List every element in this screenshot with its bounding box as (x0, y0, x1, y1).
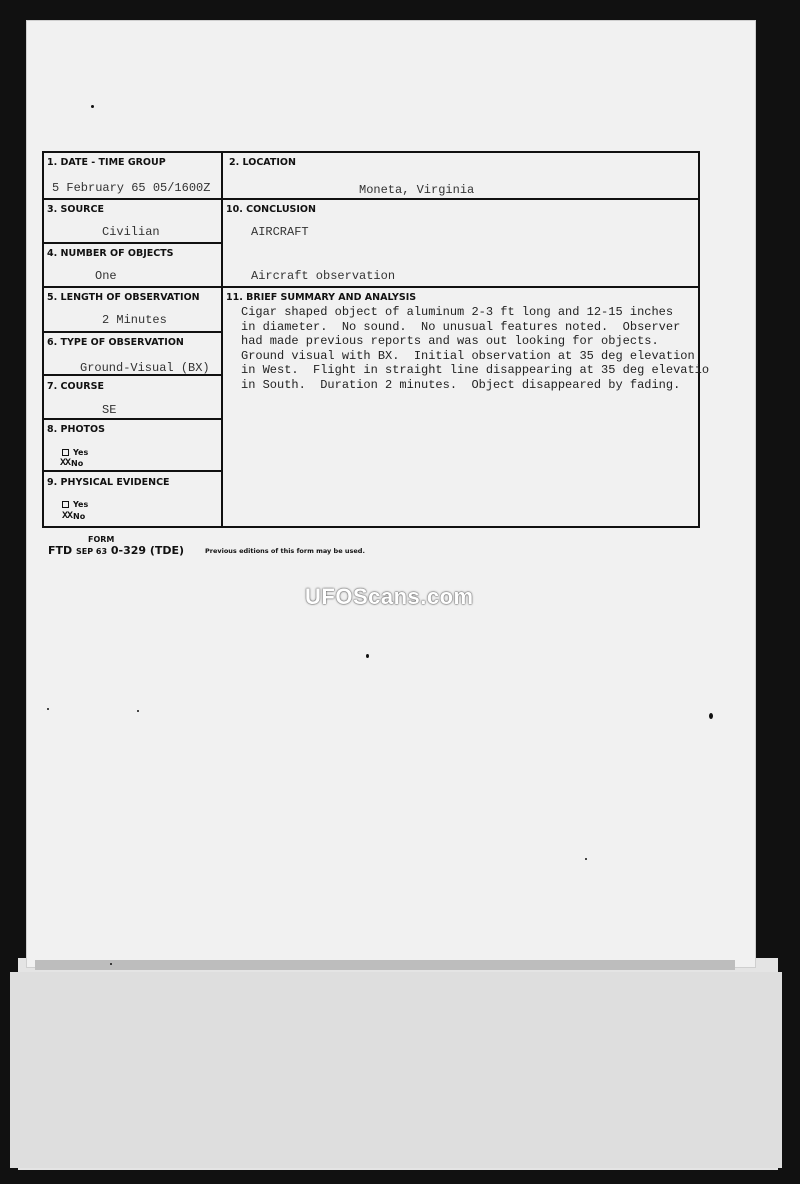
photos-yes-label: Yes (73, 448, 89, 457)
form-divider (43, 242, 222, 244)
form-divider (43, 470, 222, 472)
summary-line: Cigar shaped object of aluminum 2-3 ft long and 12-15 inches (241, 305, 674, 319)
dust-speck (137, 710, 139, 712)
photos-no-option (60, 458, 83, 469)
photos-no-mark: XX (60, 458, 71, 469)
physical-evidence-yes-option (62, 500, 88, 509)
form-date-code: SEP 63 (76, 547, 108, 556)
location-label: 2. LOCATION (229, 157, 296, 168)
conclusion-detail: Aircraft observation (251, 269, 396, 283)
lower-sheet (10, 972, 782, 1168)
dust-speck (585, 858, 587, 860)
course-label: 7. COURSE (47, 381, 104, 392)
length-of-observation-value: 2 Minutes (102, 313, 167, 327)
number-of-objects-value: One (95, 269, 117, 283)
conclusion-value: AIRCRAFT (251, 225, 309, 239)
summary-text (241, 305, 709, 393)
physical-evidence-no-mark: XX (62, 511, 73, 522)
watermark: UFOScans.com (305, 584, 474, 609)
summary-line: Ground visual with BX. Initial observation at 35 deg elevation (241, 348, 695, 363)
date-time-group-value: 5 February 65 05/1600Z (52, 181, 211, 195)
course-value: SE (102, 403, 117, 417)
dust-speck (709, 713, 713, 719)
number-of-objects-label: 4. NUMBER OF OBJECTS (47, 248, 174, 259)
form-divider (43, 198, 699, 200)
form-divider (43, 331, 222, 333)
sheet-edge-strip (35, 960, 735, 970)
photos-label: 8. PHOTOS (47, 424, 105, 435)
ftd-label: FTD (48, 544, 73, 557)
dust-speck (366, 654, 369, 658)
source-value: Civilian (102, 225, 160, 239)
conclusion-label: 10. CONCLUSION (226, 204, 316, 215)
photos-yes-option (62, 448, 88, 457)
dust-speck (110, 963, 112, 965)
photos-yes-checkbox (62, 449, 69, 456)
photos-no-label: No (71, 459, 84, 468)
summary-line: in diameter. No sound. No unusual features noted. Observer (241, 319, 681, 334)
form-word: FORM (88, 535, 115, 544)
summary-line: in South. Duration 2 minutes. Object disappeared by fading. (241, 377, 681, 392)
physical-evidence-no-option (62, 511, 85, 522)
source-label: 3. SOURCE (47, 204, 104, 215)
dust-speck (47, 708, 49, 710)
type-of-observation-value: Ground-Visual (BX) (80, 361, 210, 375)
summary-line: in West. Flight in straight line disappearing at 35 deg elevatio (241, 363, 710, 378)
type-of-observation-label: 6. TYPE OF OBSERVATION (47, 337, 184, 348)
length-of-observation-label: 5. LENGTH OF OBSERVATION (47, 292, 200, 303)
physical-evidence-yes-checkbox (62, 501, 69, 508)
physical-evidence-label: 9. PHYSICAL EVIDENCE (47, 477, 170, 488)
form-divider (43, 418, 222, 420)
location-value: Moneta, Virginia (359, 183, 475, 197)
form-edition-note: Previous editions of this form may be used. (205, 547, 365, 555)
physical-evidence-yes-label: Yes (73, 500, 89, 509)
physical-evidence-no-label: No (73, 512, 86, 521)
summary-line: had made previous reports and was out looking for objects. (241, 334, 659, 349)
dust-speck (91, 105, 94, 108)
form-code (48, 544, 184, 557)
form-divider (43, 286, 699, 288)
summary-label: 11. BRIEF SUMMARY AND ANALYSIS (226, 292, 417, 303)
date-time-group-label: 1. DATE - TIME GROUP (47, 157, 166, 168)
form-number: 0-329 (TDE) (110, 544, 185, 557)
